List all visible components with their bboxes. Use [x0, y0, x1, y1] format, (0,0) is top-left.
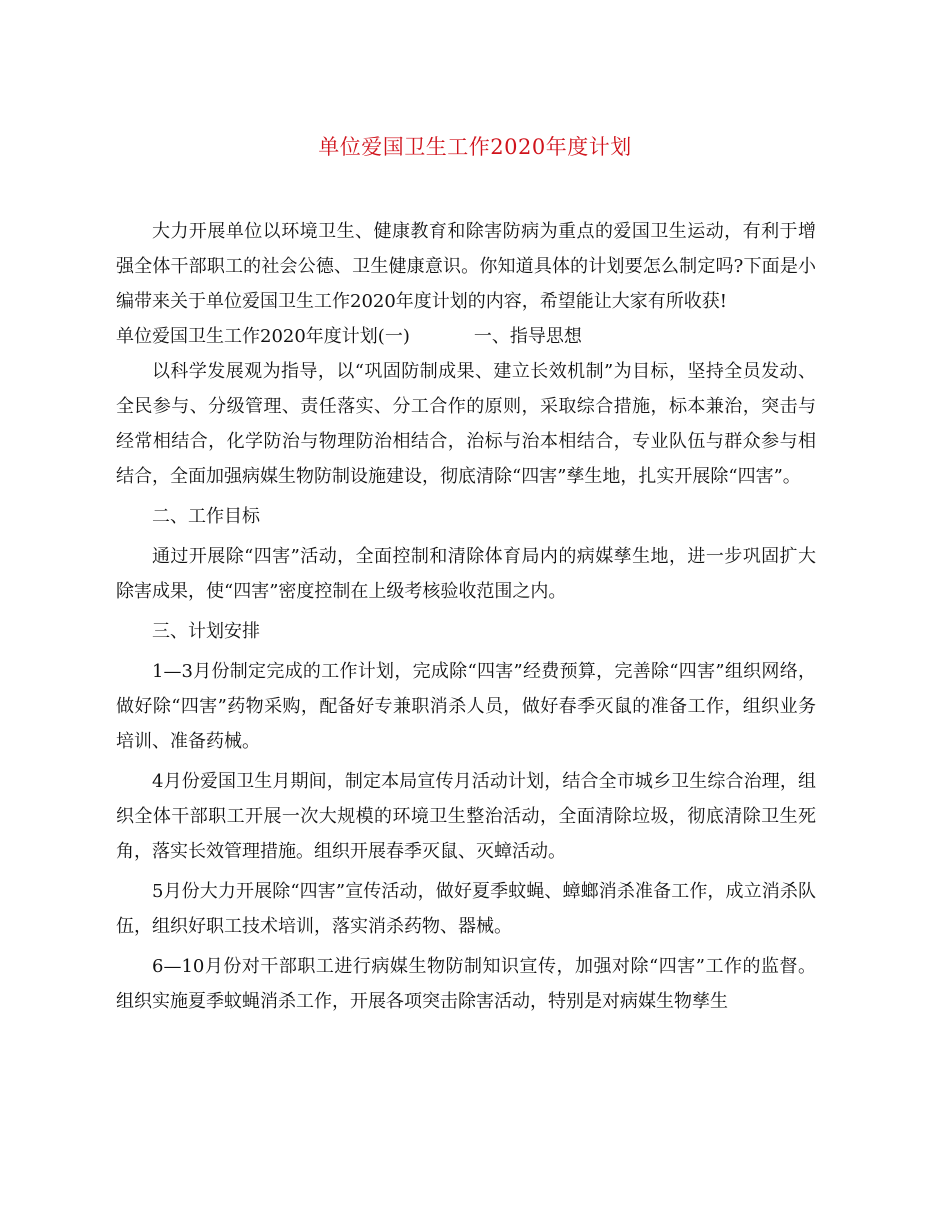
schedule-paragraph: 4月份爱国卫生月期间，制定本局宣传月活动计划，结合全市城乡卫生综合治理，组织全体干部职工开展一次大规模的环境卫生整治活动，全面清除垃圾，彻底清除卫生死角，落实长效管理措施。组织开展春季灭鼠、灭蟑活动。 [116, 771, 816, 862]
section-one-paragraph: 以科学发展观为指导，以“巩固防制成果、建立长效机制”为目标，坚持全员发动、全民参与、分级管理、责任落实、分工合作的原则，采取综合措施，标本兼治，突击与经常相结合，化学防治与物理防治相结合，治标与治本相结合，专业队伍与群众参与相结合，全面加强病媒生物防制设施建设，彻底清除“四害”孳生地，扎实开展除“四害”。 [116, 361, 816, 487]
document-body [116, 214, 816, 1019]
intro-paragraph: 大力开展单位以环境卫生、健康教育和除害防病为重点的爱国卫生运动，有利于增强全体干部职工的社会公德、卫生健康意识。你知道具体的计划要怎么制定吗?下面是小编带来关于单位爱国卫生工作2020年度计划的内容，希望能让大家有所收获! [116, 221, 816, 312]
plan-one-label: 单位爱国卫生工作2020年度计划(一) [116, 326, 410, 347]
schedule-paragraph: 1—3月份制定完成的工作计划，完成除“四害”经费预算，完善除“四害”组织网络，做好除“四害”药物采购，配备好专兼职消杀人员，做好春季灭鼠的准备工作，组织业务培训、准备药械。 [116, 661, 816, 752]
plan-heading-line [116, 319, 816, 354]
schedule-paragraph: 5月份大力开展除“四害”宣传活动，做好夏季蚊蝇、蟑螂消杀准备工作，成立消杀队伍，组织好职工技术培训，落实消杀药物、器械。 [116, 881, 816, 937]
section-one-heading: 一、指导思想 [473, 326, 582, 347]
schedule-paragraph: 6—10月份对干部职工进行病媒生物防制知识宣传，加强对除“四害”工作的监督。组织实施夏季蚊蝇消杀工作，开展各项突击除害活动，特别是对病媒生物孳生 [116, 956, 816, 1012]
section-two-paragraph: 通过开展除“四害”活动，全面控制和清除体育局内的病媒孳生地，进一步巩固扩大除害成果，使“四害”密度控制在上级考核验收范围之内。 [116, 546, 816, 602]
section-three-heading: 三、计划安排 [152, 621, 260, 642]
section-two-heading: 二、工作目标 [152, 506, 260, 527]
document-title: 单位爱国卫生工作2020年度计划 [318, 135, 632, 159]
